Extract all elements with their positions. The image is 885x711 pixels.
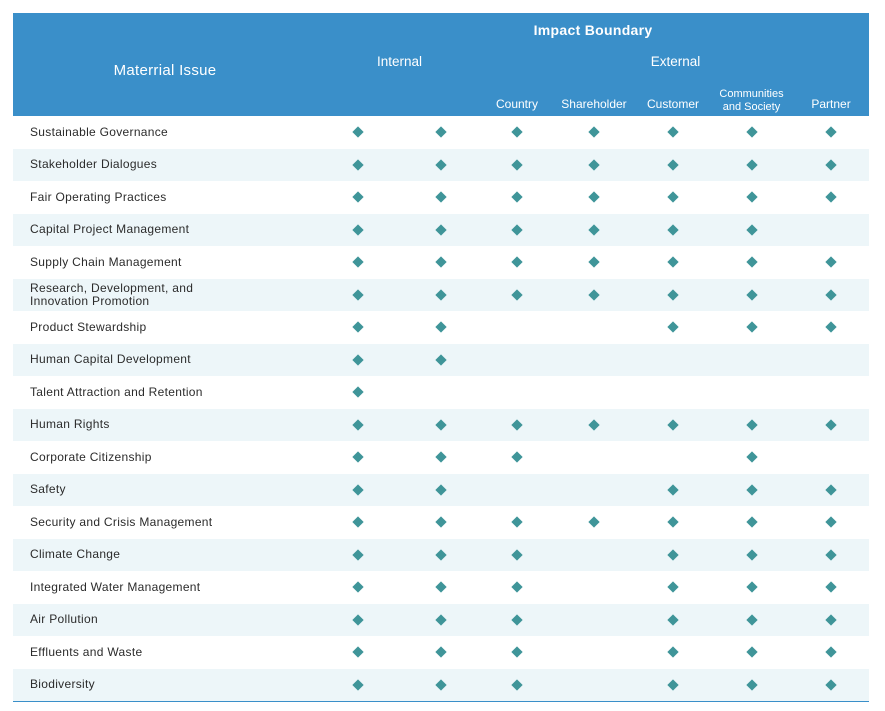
boundary-cell: [482, 474, 552, 507]
diamond-icon: [352, 354, 363, 365]
boundary-cell: [399, 311, 482, 344]
boundary-cell: [399, 376, 482, 409]
boundary-cell: [636, 474, 710, 507]
table-row: [13, 474, 869, 507]
material-issue-label: Corporate Citizenship: [30, 449, 152, 464]
boundary-cell: [793, 149, 869, 182]
diamond-icon: [352, 127, 363, 138]
boundary-cell: [317, 181, 399, 214]
boundary-cell: [317, 214, 399, 247]
diamond-icon: [825, 257, 836, 268]
diamond-icon: [352, 322, 363, 333]
boundary-cell: [482, 506, 552, 539]
diamond-icon: [435, 322, 446, 333]
diamond-icon: [435, 549, 446, 560]
diamond-icon: [511, 257, 522, 268]
diamond-icon: [825, 322, 836, 333]
internal-group-header: Internal: [317, 46, 482, 77]
diamond-icon: [588, 127, 599, 138]
material-issue-label: Product Stewardship: [30, 319, 147, 334]
table-row: [13, 181, 869, 214]
boundary-cell: [317, 279, 399, 312]
material-issue-header: Materrial Issue: [13, 13, 317, 116]
boundary-cell: [710, 344, 793, 377]
boundary-cell: [552, 441, 636, 474]
diamond-icon: [825, 582, 836, 593]
boundary-cell: [482, 116, 552, 149]
boundary-cell: [552, 246, 636, 279]
boundary-cell: [317, 409, 399, 442]
boundary-cell: [482, 604, 552, 637]
boundary-cell: [399, 181, 482, 214]
diamond-icon: [825, 647, 836, 658]
issue-rows: [13, 116, 869, 701]
boundary-cell: [399, 506, 482, 539]
boundary-cell: [636, 669, 710, 702]
diamond-icon: [511, 582, 522, 593]
external-group-header: External: [482, 46, 869, 77]
diamond-icon: [667, 127, 678, 138]
boundary-cell: [317, 116, 399, 149]
diamond-icon: [435, 127, 446, 138]
diamond-icon: [352, 517, 363, 528]
diamond-icon: [746, 127, 757, 138]
diamond-icon: [352, 419, 363, 430]
diamond-icon: [352, 582, 363, 593]
column-header-internal-1: [317, 77, 399, 116]
boundary-cell: [552, 116, 636, 149]
boundary-cell: [552, 344, 636, 377]
boundary-cell: [710, 636, 793, 669]
diamond-icon: [667, 679, 678, 690]
boundary-cell: [793, 116, 869, 149]
impact-boundary-header: Impact Boundary: [317, 13, 869, 46]
diamond-icon: [435, 679, 446, 690]
boundary-cell: [317, 246, 399, 279]
boundary-cell: [399, 409, 482, 442]
boundary-cell: [710, 214, 793, 247]
diamond-icon: [352, 289, 363, 300]
boundary-cell: [636, 149, 710, 182]
material-issue-label: Fair Operating Practices: [30, 189, 167, 204]
diamond-icon: [511, 289, 522, 300]
table-row: [13, 441, 869, 474]
boundary-cell: [552, 214, 636, 247]
boundary-cell: [636, 506, 710, 539]
diamond-icon: [435, 614, 446, 625]
boundary-cell: [636, 246, 710, 279]
diamond-icon: [511, 647, 522, 658]
diamond-icon: [825, 549, 836, 560]
boundary-cell: [636, 604, 710, 637]
boundary-cell: [793, 311, 869, 344]
diamond-icon: [511, 452, 522, 463]
boundary-cell: [552, 506, 636, 539]
diamond-icon: [746, 257, 757, 268]
diamond-icon: [825, 192, 836, 203]
boundary-cell: [552, 149, 636, 182]
boundary-cell: [710, 376, 793, 409]
boundary-cell: [317, 604, 399, 637]
material-issue-label: Talent Attraction and Retention: [30, 384, 203, 399]
diamond-icon: [435, 452, 446, 463]
column-header-shareholder: Shareholder: [552, 77, 636, 116]
boundary-cell: [710, 409, 793, 442]
boundary-cell: [552, 409, 636, 442]
boundary-cell: [636, 311, 710, 344]
material-issue-label: Biodiversity: [13, 669, 317, 702]
material-issue-label: Air Pollution: [30, 612, 98, 627]
boundary-cell: [482, 311, 552, 344]
boundary-cell: [482, 214, 552, 247]
table-row: [13, 506, 869, 539]
boundary-cell: [793, 669, 869, 702]
boundary-cell: [636, 441, 710, 474]
material-issue-label: Sustainable Governance: [30, 124, 169, 139]
material-issue-label: Integrated Water Management: [30, 579, 201, 594]
boundary-cell: [552, 376, 636, 409]
boundary-cell: [399, 246, 482, 279]
boundary-cell: [636, 116, 710, 149]
boundary-cell: [710, 116, 793, 149]
diamond-icon: [352, 452, 363, 463]
boundary-cell: [636, 279, 710, 312]
diamond-icon: [435, 192, 446, 203]
diamond-icon: [746, 517, 757, 528]
boundary-cell: [552, 311, 636, 344]
table-row: [13, 214, 869, 247]
diamond-icon: [667, 582, 678, 593]
table-row: [13, 149, 869, 182]
diamond-icon: [667, 549, 678, 560]
diamond-icon: [667, 322, 678, 333]
boundary-cell: [482, 149, 552, 182]
boundary-cell: [399, 214, 482, 247]
boundary-cell: [793, 571, 869, 604]
diamond-icon: [588, 224, 599, 235]
diamond-icon: [825, 127, 836, 138]
diamond-icon: [435, 484, 446, 495]
diamond-icon: [435, 647, 446, 658]
boundary-cell: [793, 636, 869, 669]
diamond-icon: [746, 484, 757, 495]
boundary-cell: [399, 344, 482, 377]
boundary-cell: [710, 279, 793, 312]
material-issue-label: Security and Crisis Management: [30, 514, 213, 529]
diamond-icon: [511, 419, 522, 430]
diamond-icon: [588, 159, 599, 170]
boundary-cell: [399, 571, 482, 604]
diamond-icon: [746, 647, 757, 658]
table-row: [13, 636, 869, 669]
boundary-cell: [552, 539, 636, 572]
boundary-cell: [710, 571, 793, 604]
diamond-icon: [435, 224, 446, 235]
boundary-cell: [399, 604, 482, 637]
diamond-icon: [746, 419, 757, 430]
diamond-icon: [435, 517, 446, 528]
boundary-cell: [482, 539, 552, 572]
diamond-icon: [352, 647, 363, 658]
diamond-icon: [352, 257, 363, 268]
boundary-cell: [399, 539, 482, 572]
boundary-cell: [399, 279, 482, 312]
boundary-cell: [317, 311, 399, 344]
boundary-cell: [317, 571, 399, 604]
diamond-icon: [352, 549, 363, 560]
boundary-cell: [482, 441, 552, 474]
boundary-cell: [552, 181, 636, 214]
table-row: [13, 311, 869, 344]
table-row: [13, 246, 869, 279]
boundary-cell: [482, 279, 552, 312]
diamond-icon: [825, 159, 836, 170]
boundary-cell: [636, 344, 710, 377]
boundary-cell: [636, 539, 710, 572]
boundary-cell: [482, 344, 552, 377]
diamond-icon: [435, 289, 446, 300]
diamond-icon: [667, 517, 678, 528]
boundary-cell: [636, 636, 710, 669]
diamond-icon: [588, 419, 599, 430]
boundary-cell: [710, 506, 793, 539]
diamond-icon: [746, 679, 757, 690]
diamond-icon: [435, 582, 446, 593]
diamond-icon: [667, 224, 678, 235]
table-row: [13, 539, 869, 572]
boundary-cell: [482, 181, 552, 214]
diamond-icon: [511, 127, 522, 138]
material-issue-label: Climate Change: [30, 547, 121, 562]
boundary-cell: [710, 311, 793, 344]
diamond-icon: [511, 517, 522, 528]
diamond-icon: [746, 549, 757, 560]
material-issue-label: Supply Chain Management: [30, 254, 182, 269]
boundary-cell: [399, 441, 482, 474]
boundary-cell: [552, 604, 636, 637]
boundary-cell: [793, 604, 869, 637]
column-header-customer: Customer: [636, 77, 710, 116]
diamond-icon: [746, 289, 757, 300]
boundary-cell: [399, 636, 482, 669]
diamond-icon: [825, 289, 836, 300]
diamond-icon: [511, 159, 522, 170]
diamond-icon: [667, 289, 678, 300]
boundary-cell: [482, 571, 552, 604]
boundary-cell: [793, 474, 869, 507]
material-issue-label: Stakeholder Dialogues: [30, 157, 158, 172]
diamond-icon: [667, 159, 678, 170]
diamond-icon: [667, 192, 678, 203]
diamond-icon: [352, 484, 363, 495]
boundary-cell: [482, 636, 552, 669]
diamond-icon: [588, 257, 599, 268]
boundary-cell: [552, 636, 636, 669]
boundary-cell: [710, 441, 793, 474]
diamond-icon: [667, 419, 678, 430]
diamond-icon: [352, 614, 363, 625]
boundary-cell: [793, 376, 869, 409]
boundary-cell: [636, 571, 710, 604]
boundary-cell: [552, 669, 636, 702]
column-header-internal-2: [399, 77, 482, 116]
boundary-cell: [793, 539, 869, 572]
boundary-cell: [317, 539, 399, 572]
diamond-icon: [746, 582, 757, 593]
diamond-icon: [825, 517, 836, 528]
boundary-cell: [399, 669, 482, 702]
diamond-icon: [511, 549, 522, 560]
column-header-country: Country: [482, 77, 552, 116]
boundary-cell: [710, 181, 793, 214]
boundary-cell: [317, 149, 399, 182]
diamond-icon: [825, 419, 836, 430]
diamond-icon: [746, 224, 757, 235]
diamond-icon: [825, 614, 836, 625]
diamond-icon: [746, 192, 757, 203]
boundary-cell: [552, 571, 636, 604]
diamond-icon: [746, 322, 757, 333]
table-row: [13, 604, 869, 637]
diamond-icon: [352, 224, 363, 235]
diamond-icon: [667, 614, 678, 625]
boundary-cell: [399, 149, 482, 182]
boundary-cell: [552, 474, 636, 507]
boundary-cell: [636, 181, 710, 214]
boundary-cell: [482, 669, 552, 702]
boundary-cell: [552, 279, 636, 312]
diamond-icon: [825, 679, 836, 690]
diamond-icon: [435, 159, 446, 170]
boundary-cell: [793, 441, 869, 474]
table-row: [13, 409, 869, 442]
material-issue-label: Safety: [30, 482, 66, 497]
material-issue-label: Effluents and Waste: [30, 644, 143, 659]
diamond-icon: [825, 484, 836, 495]
diamond-icon: [352, 679, 363, 690]
boundary-cell: [793, 279, 869, 312]
boundary-cell: [710, 669, 793, 702]
diamond-icon: [746, 452, 757, 463]
impact-boundary-table: [13, 13, 869, 702]
boundary-cell: [317, 669, 399, 702]
boundary-cell: [793, 506, 869, 539]
material-issue-label: Capital Project Management: [30, 222, 190, 237]
boundary-cell: [793, 246, 869, 279]
column-header-communities: Communities and Society: [710, 77, 793, 116]
diamond-icon: [588, 289, 599, 300]
table-row: [13, 669, 869, 702]
boundary-cell: [317, 344, 399, 377]
diamond-icon: [352, 159, 363, 170]
boundary-cell: [482, 246, 552, 279]
boundary-cell: [793, 409, 869, 442]
diamond-icon: [511, 614, 522, 625]
table-row: [13, 116, 869, 149]
diamond-icon: [435, 354, 446, 365]
boundary-cell: [710, 604, 793, 637]
column-header-partner: Partner: [793, 77, 869, 116]
diamond-icon: [511, 224, 522, 235]
table-row: [13, 571, 869, 604]
diamond-icon: [511, 192, 522, 203]
diamond-icon: [588, 192, 599, 203]
boundary-cell: [317, 506, 399, 539]
boundary-cell: [482, 376, 552, 409]
boundary-cell: [793, 344, 869, 377]
boundary-cell: [636, 409, 710, 442]
diamond-icon: [511, 679, 522, 690]
material-issue-label: Research, Development, and Innovation Promotion: [30, 280, 194, 308]
diamond-icon: [588, 517, 599, 528]
boundary-cell: [710, 474, 793, 507]
boundary-cell: [399, 474, 482, 507]
diamond-icon: [746, 614, 757, 625]
table-row: [13, 376, 869, 409]
diamond-icon: [352, 387, 363, 398]
boundary-cell: [636, 214, 710, 247]
boundary-cell: [636, 376, 710, 409]
diamond-icon: [667, 647, 678, 658]
diamond-icon: [435, 419, 446, 430]
boundary-cell: [710, 539, 793, 572]
diamond-icon: [435, 257, 446, 268]
diamond-icon: [667, 257, 678, 268]
boundary-cell: [399, 116, 482, 149]
boundary-cell: [793, 181, 869, 214]
boundary-cell: [317, 376, 399, 409]
diamond-icon: [746, 159, 757, 170]
boundary-cell: [482, 409, 552, 442]
table-row: [13, 279, 869, 312]
boundary-cell: [317, 474, 399, 507]
table-row: [13, 344, 869, 377]
material-issue-label: Human Rights: [30, 417, 110, 432]
boundary-cell: [793, 214, 869, 247]
boundary-cell: [710, 246, 793, 279]
boundary-cell: [317, 441, 399, 474]
material-issue-label: Human Capital Development: [30, 352, 191, 367]
diamond-icon: [352, 192, 363, 203]
boundary-cell: [317, 636, 399, 669]
boundary-cell: [710, 149, 793, 182]
diamond-icon: [667, 484, 678, 495]
